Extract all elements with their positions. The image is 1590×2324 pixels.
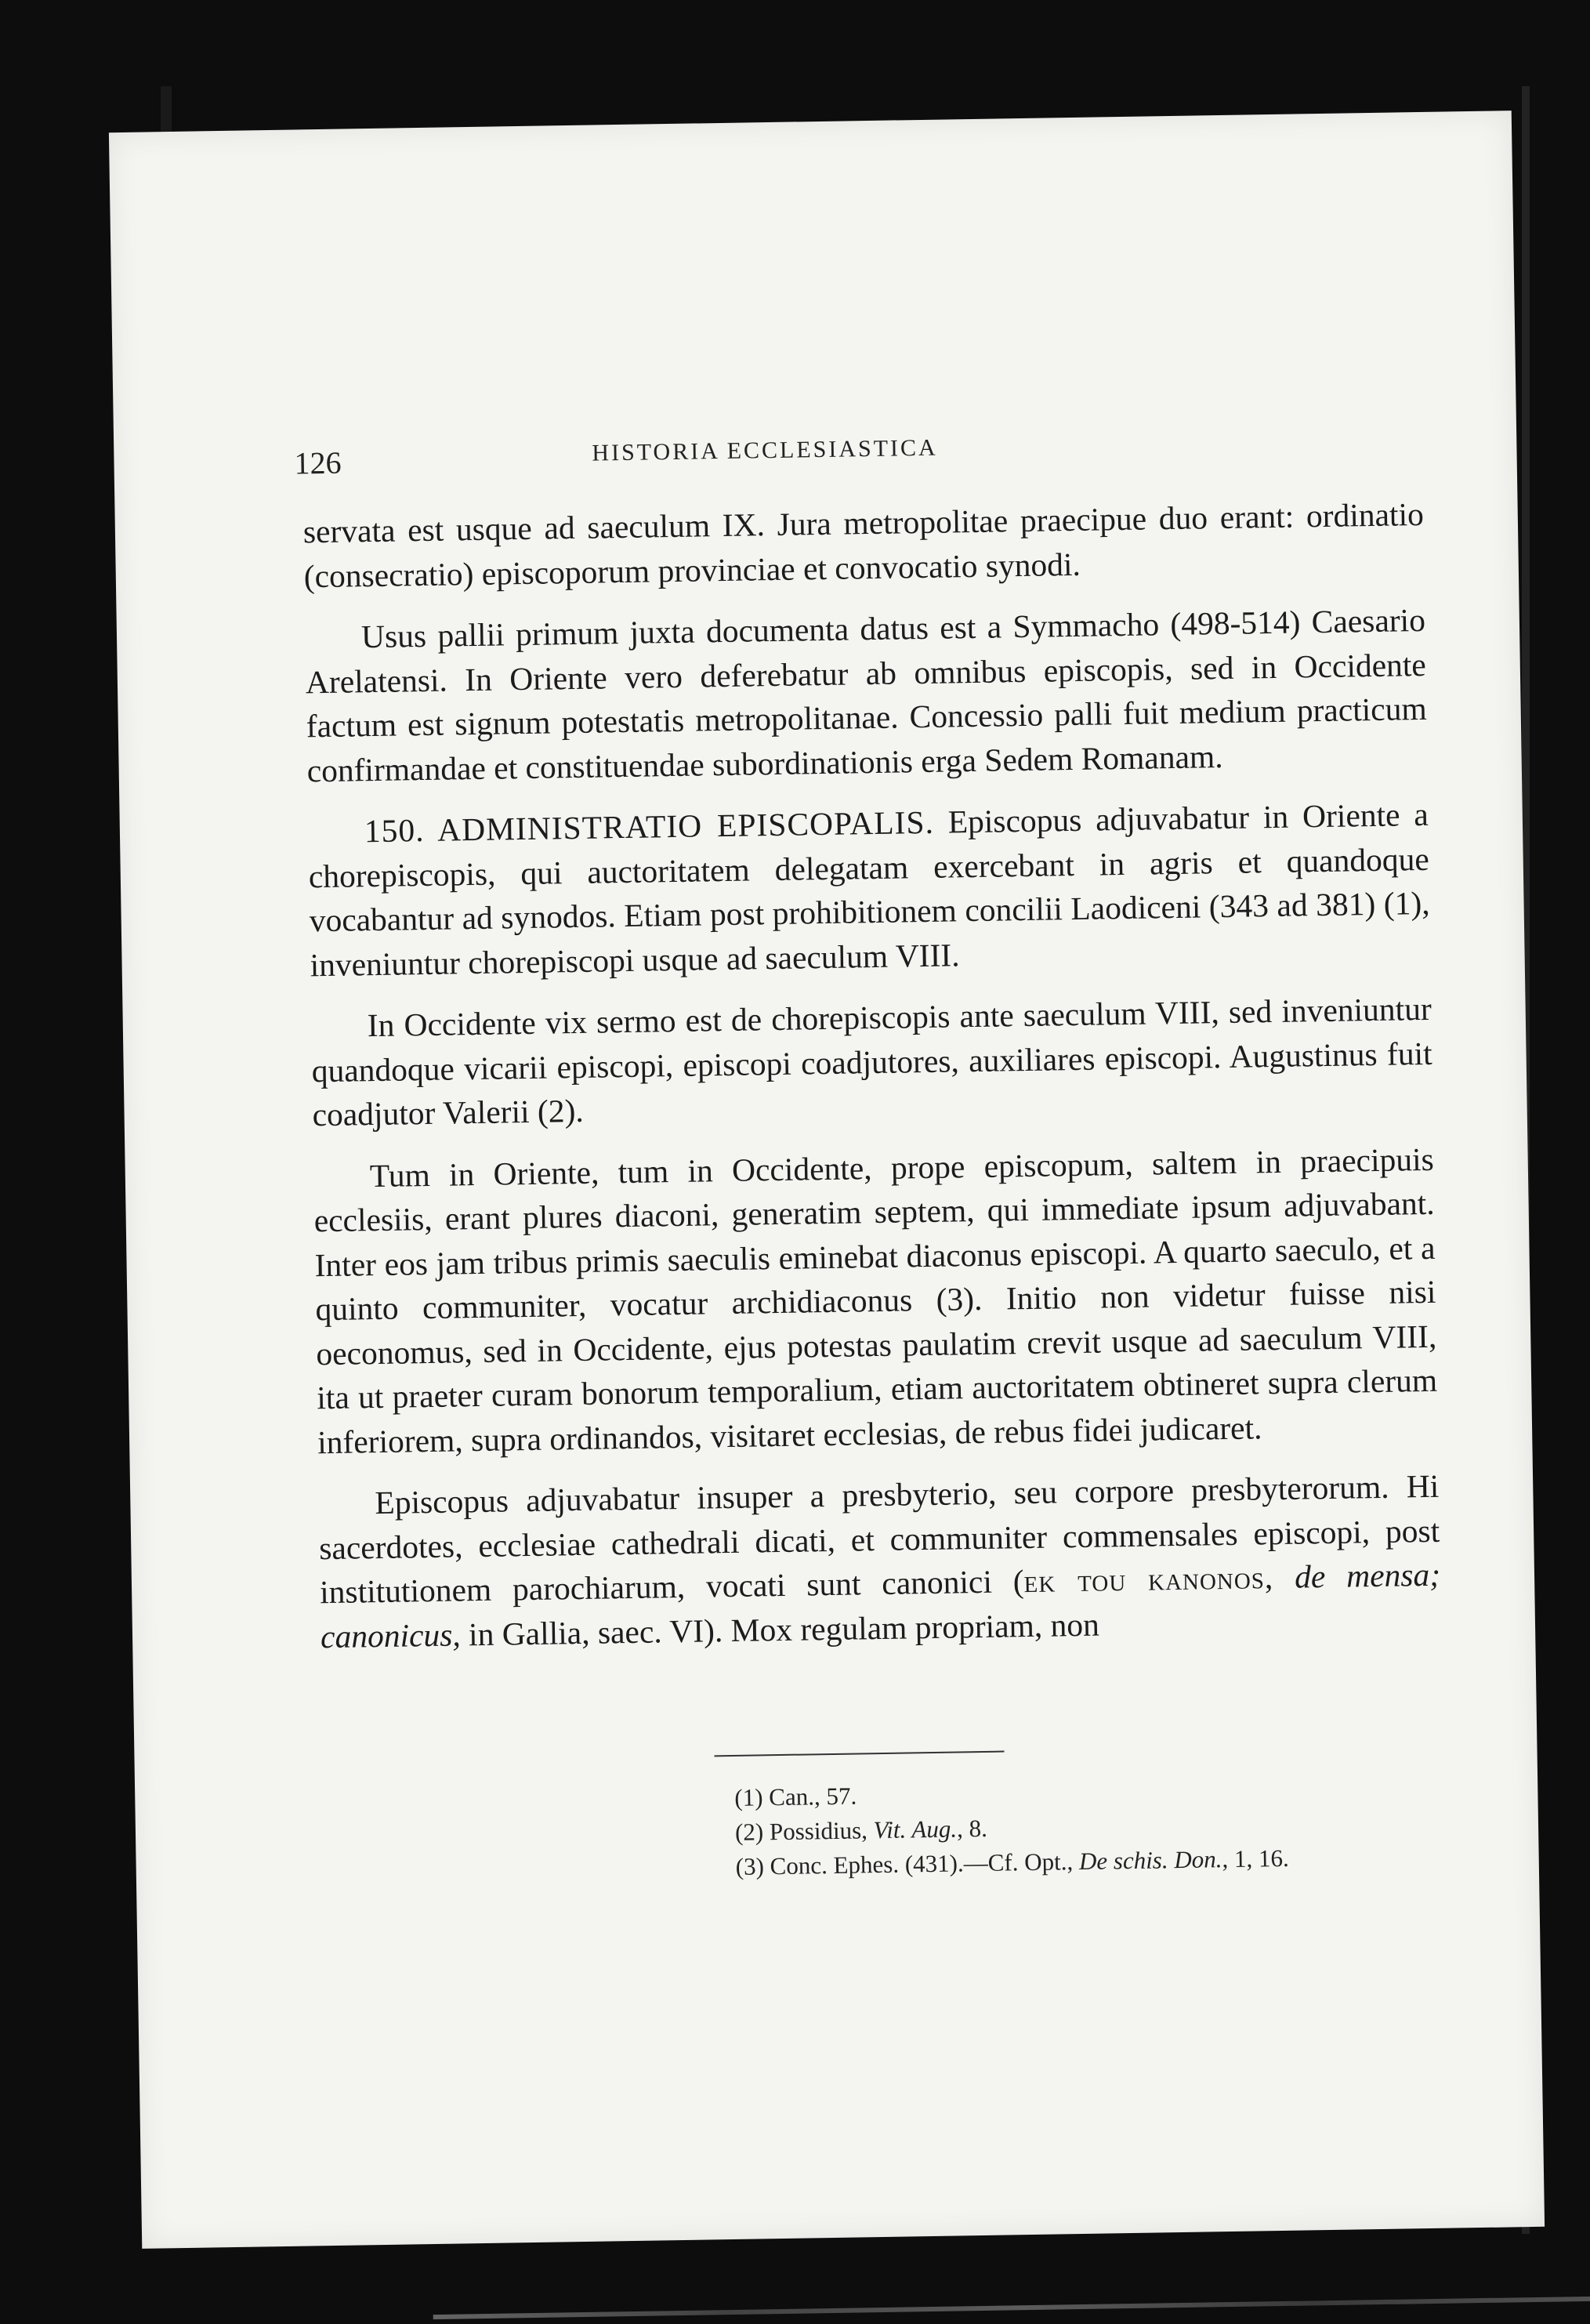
- footnote-2-title: Vit. Aug.: [873, 1815, 958, 1844]
- paragraph-6-end: in Gallia, saec. VI). Mox regulam propriam, non: [460, 1606, 1100, 1652]
- footnote-1: (1) Can., 57.: [734, 1782, 857, 1811]
- paragraph-3: [308, 792, 1431, 987]
- body-text: [302, 492, 1441, 1676]
- running-title: HISTORIA ECCLESIASTICA: [592, 434, 938, 466]
- footnote-2-ref: , 8.: [956, 1814, 988, 1843]
- greek-phrase: ek tou kanonos,: [1023, 1559, 1274, 1600]
- footnote-2-text: (2) Possidius,: [734, 1816, 874, 1846]
- scan-artifact: [433, 2297, 1590, 2320]
- book-page: [109, 111, 1545, 2249]
- page-number: 126: [294, 444, 342, 481]
- footnote-3-title: De schis. Don.: [1078, 1845, 1222, 1876]
- paragraph-2: Usus pallii primum juxta documenta datus est a Symmacho (498-514) Caesario Arelatensi. In Oriente vero deferebatur ab omnibus episcopis, sed in Occidente factum est signum potestatis metropolitanae. Concessio palli fuit medium practicum confirmandae et constituendae subordinationis erga Sedem Romanam.: [305, 601, 1428, 789]
- paragraph-6: [318, 1464, 1441, 1659]
- paragraph-3-text: Episcopus adjuvabatur in Oriente a chorepiscopis, qui auctoritatem delegatam exercebant in agris et quandoque vocabantur ad synodos. Etiam post prohibitionem concilii Laodiceni (343 ad 381) (1), inveniuntur chorepiscopi usque ad saeculum VIII.: [308, 796, 1430, 983]
- footnotes: [734, 1767, 1590, 1884]
- paragraph-4: In Occidente vix sermo est de chorepiscopis ante saeculum VIII, sed inveniuntur quandoque vicarii episcopi, episcopi coadjutores, auxiliares episcopi. Augustinus fuit coadjutor Valerii (2).: [311, 990, 1432, 1133]
- footnote-3-text: (3) Conc. Ephes. (431).—Cf. Opt.,: [735, 1847, 1080, 1880]
- footnote-3-ref: , 1, 16.: [1222, 1844, 1289, 1873]
- page-header: [294, 428, 1391, 481]
- footnote-divider: [715, 1751, 1005, 1757]
- paragraph-1: servata est usque ad saeculum IX. Jura metropolitae praecipue duo erant: ordinatio (consecratio) episcoporum provinciae et convocatio synodi.: [302, 495, 1425, 594]
- paragraph-5: Tum in Oriente, tum in Occidente, prope episcopum, saltem in praecipuis ecclesiis, erant plures diaconi, generatim septem, qui immediate ipsum adjuvabant. Inter eos jam tribus primis saeculis eminebat diaconus episcopi. A quarto saeculo, et a quinto communiter, vocatur archidiaconus (3). Initio non videtur fuisse nisi oeconomus, sed in Occidente, ejus potestas paulatim crevit usque ad saeculum VIII, ita ut praeter curam bonorum temporalium, etiam auctoritatem obtineret supra clerum inferiorem, supra ordinandos, visitaret ecclesias, de rebus fidei judicaret.: [313, 1140, 1438, 1460]
- section-heading: 150. ADMINISTRATIO EPISCOPALIS.: [364, 803, 935, 850]
- italic-phrase: de mensa; canonicus,: [320, 1556, 1441, 1655]
- paragraph-6-start: Episcopus adjuvabatur insuper a presbyterio, seu corpore presbyterorum. Hi sacerdotes, ecclesiae cathedrali dicati, et communiter commensales episcopi, post institutionem parochiarum, vocati sunt canonici (: [318, 1467, 1440, 1611]
